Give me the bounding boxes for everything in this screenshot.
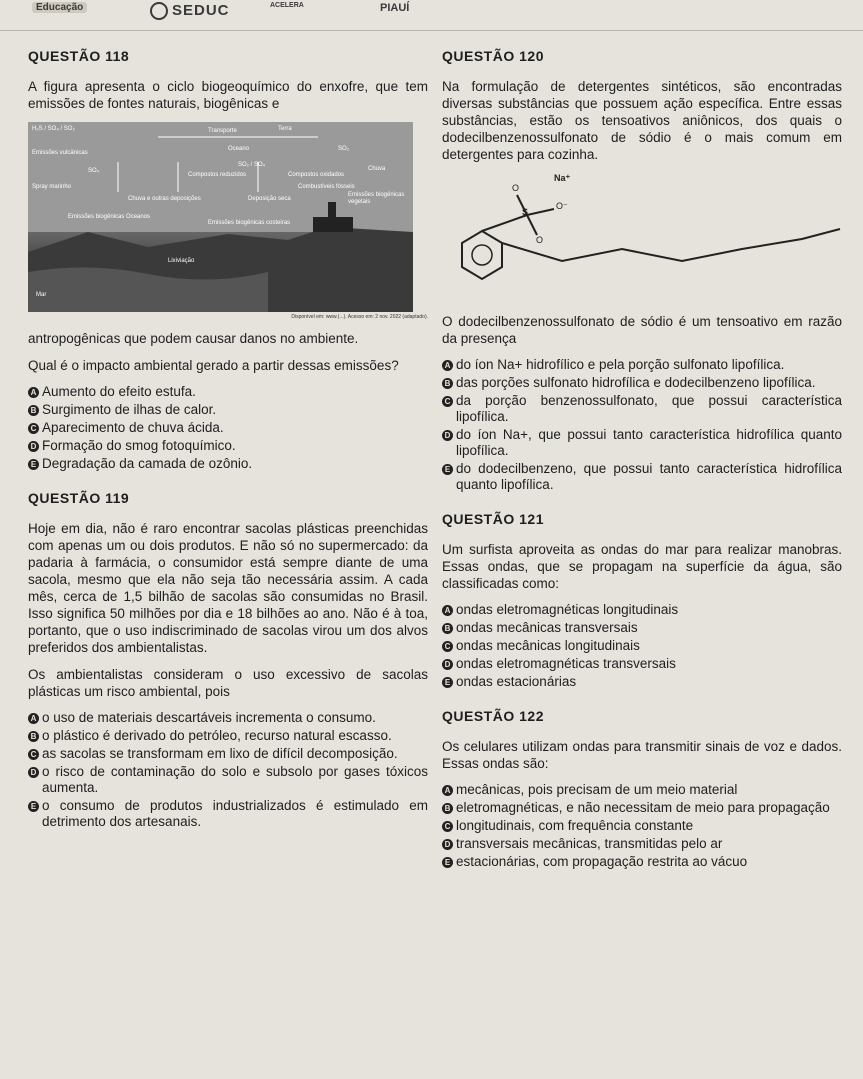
option-letter-badge: A	[442, 785, 453, 796]
option-text: o risco de contaminação do solo e subsolo por gases tóxicos aumenta.	[42, 764, 428, 795]
fig-label-dry-deposition: Deposição seca	[248, 196, 291, 202]
benzene-aromatic-circle	[472, 245, 492, 265]
fig-label-plant-emissions: Emissões biogênicas vegetais	[348, 192, 405, 205]
question-119-title: QUESTÃO 119	[28, 490, 130, 506]
question-122-title: QUESTÃO 122	[442, 708, 544, 724]
option-text: da porção benzenossulfonato, que possui característica lipofílica.	[456, 393, 842, 424]
option-letter-badge: A	[442, 360, 453, 371]
option-letter-badge: D	[442, 659, 453, 670]
fig-label-spray: Spray marinho	[32, 184, 72, 190]
option-text: Aparecimento de chuva ácida.	[42, 420, 224, 435]
fig-label-so2: SO₂	[338, 146, 349, 152]
oxygen-anion-label: O⁻	[556, 201, 568, 211]
question-118-prompt: Qual é o impacto ambiental gerado a partir dessas emissões?	[28, 358, 399, 373]
option-118-a[interactable]	[28, 384, 428, 400]
question-119-text: Hoje em dia, não é raro encontrar sacolas plásticas preenchidas com apenas um ou dois produtos. E não só no supermercado: da padaria à farmácia, o consumidor está sempre diante de uma sacola, mesmo que ela não seja tão necessária assim. A cada mês, cerca de 1,5 bilhão de sacolas são consumidas no Brasil. Isso significa 50 milhões por dia e 18 bilhões ao ano. Não é à toa, portanto, que o uso indiscriminado de sacolas virou um dos alvos preferidos dos ambientalistas.	[28, 521, 428, 655]
right-column	[442, 48, 842, 888]
fig-label-fossil: Combustíveis fósseis	[298, 184, 355, 190]
option-letter-badge: D	[442, 430, 453, 441]
question-122-intro: Os celulares utilizam ondas para transmitir sinais de voz e dados. Essas ondas são:	[442, 739, 842, 771]
option-letter-badge: E	[442, 677, 453, 688]
question-122	[442, 708, 842, 870]
seduc-emblem-icon	[150, 2, 168, 20]
option-121-e[interactable]	[442, 674, 842, 690]
fig-label-sea: Mar	[36, 292, 47, 298]
option-letter-badge: E	[28, 801, 39, 812]
fig-label-volcanic: Emissões vulcânicas	[32, 150, 88, 156]
oxygen-top-label: O	[512, 183, 520, 193]
question-121-options	[442, 602, 842, 690]
option-120-e[interactable]	[442, 461, 842, 493]
so-bond-bottom	[527, 215, 537, 235]
oxygen-bottom-label: O	[536, 235, 544, 245]
option-text: ondas mecânicas longitudinais	[456, 638, 640, 653]
option-120-b[interactable]	[442, 375, 842, 391]
option-letter-badge: B	[442, 803, 453, 814]
piaui-logo: PIAUÍ	[380, 2, 410, 14]
option-text: Aumento do efeito estufa.	[42, 384, 196, 399]
option-letter-badge: D	[28, 767, 39, 778]
option-letter-badge: D	[28, 441, 39, 452]
option-121-a[interactable]	[442, 602, 842, 618]
option-letter-badge: E	[442, 464, 453, 475]
option-text: ondas estacionárias	[456, 674, 577, 689]
option-119-b[interactable]	[28, 728, 428, 744]
question-120-title: QUESTÃO 120	[442, 48, 544, 64]
factory-building	[313, 217, 353, 232]
fig-label-oxidized: Compostos oxidados	[288, 172, 345, 178]
question-122-options	[442, 782, 842, 870]
question-119	[28, 490, 428, 830]
option-119-c[interactable]	[28, 746, 428, 762]
structure-drawing	[442, 173, 842, 303]
option-122-d[interactable]	[442, 836, 842, 852]
option-122-b[interactable]	[442, 800, 842, 816]
option-119-a[interactable]	[28, 710, 428, 726]
question-118-after-figure: antropogênicas que podem causar danos no ambiente.	[28, 331, 359, 346]
option-120-a[interactable]	[442, 357, 842, 373]
option-letter-badge: E	[28, 459, 39, 470]
fig-label-transport: Transporte	[208, 128, 237, 134]
option-120-d[interactable]	[442, 427, 842, 459]
fig-label-land: Terra	[278, 126, 292, 132]
option-119-d[interactable]	[28, 764, 428, 796]
sulfur-atom-label: S	[522, 207, 529, 217]
option-letter-badge: C	[442, 641, 453, 652]
option-text: das porções sulfonato hidrofílica e dodecilbenzeno lipofílica.	[456, 375, 816, 390]
educacao-logo: Educação	[32, 2, 87, 13]
question-120	[442, 48, 842, 493]
option-118-c[interactable]	[28, 420, 428, 436]
option-text: do íon Na+, que possui tanto característica hidrofílica quanto lipofílica.	[456, 427, 842, 458]
option-letter-badge: C	[28, 749, 39, 760]
option-118-d[interactable]	[28, 438, 428, 454]
option-text: ondas eletromagnéticas transversais	[456, 656, 676, 671]
question-119-prompt: Os ambientalistas consideram o uso excessivo de sacolas plásticas um risco ambiental, pois	[28, 667, 428, 699]
fig-label-coastal: Emissões biogênicas costeiras	[208, 220, 291, 226]
option-text: do dodecilbenzeno, que possui tanto característica hidrofílica quanto lipofílica.	[456, 461, 842, 492]
seduc-logo-text: SEDUC	[172, 2, 230, 19]
question-119-options	[28, 710, 428, 830]
acelera-logo: ACELERA	[270, 2, 304, 9]
option-letter-badge: E	[442, 857, 453, 868]
fig-label-reduced: Compostos reduzidos	[188, 172, 247, 178]
so-bond-right	[527, 209, 554, 215]
option-letter-badge: C	[442, 821, 453, 832]
option-118-b[interactable]	[28, 402, 428, 418]
option-letter-badge: A	[28, 387, 39, 398]
option-text: transversais mecânicas, transmitidas pelo ar	[456, 836, 723, 851]
option-122-a[interactable]	[442, 782, 842, 798]
option-letter-badge: A	[442, 605, 453, 616]
fig-label-ocean-emissions: Emissões biogênicas Oceanos	[68, 214, 151, 220]
sodium-ion-label: Na⁺	[554, 173, 571, 183]
fig-label-rain: Chuva	[368, 166, 386, 172]
fig-label-so4: SO₄	[88, 168, 100, 174]
fig-label-so2-so4: SO₂ / SO₄	[238, 162, 266, 168]
option-118-e[interactable]	[28, 456, 428, 472]
question-121-title: QUESTÃO 121	[442, 511, 544, 527]
fig-label-ocean: Oceano	[228, 146, 250, 152]
option-121-c[interactable]	[442, 638, 842, 654]
option-letter-badge: A	[28, 713, 39, 724]
option-letter-badge: C	[28, 423, 39, 434]
option-122-c[interactable]	[442, 818, 842, 834]
figure-caption: Disponível em: www.(...). Acesso em: 2 nov. 2022 (adaptado).	[291, 314, 428, 320]
option-text: estacionárias, com propagação restrita ao vácuo	[456, 854, 748, 869]
option-text: o uso de materiais descartáveis incrementa o consumo.	[42, 710, 376, 725]
option-text: ondas mecânicas transversais	[456, 620, 638, 635]
question-120-prompt: O dodecilbenzenossulfonato de sódio é um tensoativo em razão da presença	[442, 314, 842, 346]
sodium-dodecylbenzenesulfonate-structure	[442, 173, 842, 303]
option-letter-badge: B	[442, 623, 453, 634]
option-text: mecânicas, pois precisam de um meio material	[456, 782, 738, 797]
option-text: o plástico é derivado do petróleo, recurso natural escasso.	[42, 728, 392, 743]
fig-label-leaching: Lixiviação	[168, 258, 195, 264]
question-120-options	[442, 357, 842, 493]
header-bar	[0, 0, 863, 31]
question-118-title: QUESTÃO 118	[28, 48, 130, 64]
option-text: do íon Na+ hidrofílico e pela porção sulfonato lipofílica.	[456, 357, 785, 372]
question-118	[28, 48, 428, 472]
seduc-logo	[150, 2, 230, 20]
option-letter-badge: B	[442, 378, 453, 389]
question-120-intro: Na formulação de detergentes sintéticos, são encontradas diversas substâncias que possuem ação específica. Entre essas substâncias, estão os tensoativos aniônicos, dos quais o dodecilbenzenossulfonato de sódio é o mais comum em detergentes para cozinha.	[442, 79, 842, 162]
fig-label-rain-deposition: Chuva e outras deposições	[128, 196, 201, 202]
option-122-e[interactable]	[442, 854, 842, 870]
option-text: longitudinais, com frequência constante	[456, 818, 694, 833]
option-letter-badge: B	[28, 731, 39, 742]
option-letter-badge: B	[28, 405, 39, 416]
option-text: o consumo de produtos industrializados é estimulado em detrimento dos artesanais.	[42, 798, 428, 829]
option-letter-badge: C	[442, 396, 453, 407]
fig-label-h2s: H₂S / SO₄ / SO₂	[32, 126, 75, 132]
left-column	[28, 48, 428, 848]
sulfur-cycle-figure	[28, 122, 413, 312]
option-121-b[interactable]	[442, 620, 842, 636]
question-118-intro: A figura apresenta o ciclo biogeoquímico do enxofre, que tem emissões de fontes naturais, biogênicas e	[28, 79, 428, 111]
question-121	[442, 511, 842, 690]
option-letter-badge: D	[442, 839, 453, 850]
question-118-options	[28, 384, 428, 472]
option-text: eletromagnéticas, e não necessitam de meio para propagação	[456, 800, 830, 815]
option-text: ondas eletromagnéticas longitudinais	[456, 602, 679, 617]
option-119-e[interactable]	[28, 798, 428, 830]
option-text: Formação do smog fotoquímico.	[42, 438, 236, 453]
option-121-d[interactable]	[442, 656, 842, 672]
option-120-c[interactable]	[442, 393, 842, 425]
benzene-ring	[462, 231, 502, 279]
question-121-intro: Um surfista aproveita as ondas do mar para realizar manobras. Essas ondas, que se propagam na superfície da água, são classificadas como:	[442, 542, 842, 591]
option-text: as sacolas se transformam em lixo de difícil decomposição.	[42, 746, 398, 761]
option-text: Degradação da camada de ozônio.	[42, 456, 253, 471]
sulfonate-bond	[482, 215, 527, 231]
option-text: Surgimento de ilhas de calor.	[42, 402, 217, 417]
dodecyl-chain	[502, 229, 840, 261]
